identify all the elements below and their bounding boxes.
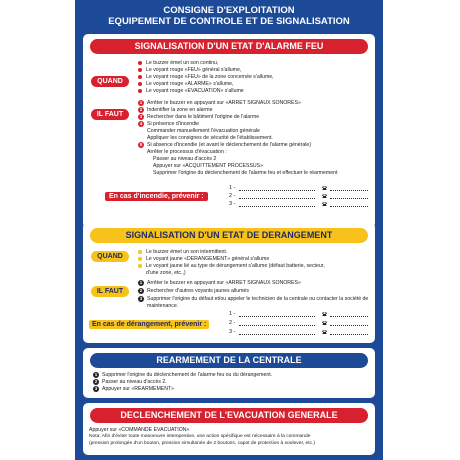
phone-icon <box>321 193 328 198</box>
reset-banner: REARMEMENT DE LA CENTRALE <box>90 353 368 368</box>
reset-section <box>83 348 375 398</box>
bullet-icon <box>138 264 142 268</box>
alarm-section <box>83 34 375 228</box>
alarm-prevent-line: 2 - <box>229 193 236 199</box>
alarm-prevent-dotline <box>239 190 315 191</box>
title-line-1: CONSIGNE D'EXPLOITATION <box>163 5 295 16</box>
alarm-phone-dotline <box>330 198 368 199</box>
bullet-icon <box>138 75 142 79</box>
reset-step: Supprimer l'origine du déclenchement de l'alarme feu ou du dérangement. <box>102 372 273 378</box>
fault-banner: SIGNALISATION D'UN ETAT DE DERANGEMENT <box>90 228 368 243</box>
alarm-sub-fire: Commander manuellement l'évacuation générale <box>147 128 260 134</box>
alarm-banner: SIGNALISATION D'UN ETAT D'ALARME FEU <box>90 39 368 54</box>
step-number-icon: 2 <box>139 288 143 293</box>
alarm-quand-item: Le buzzer émet un son continu, <box>146 60 219 66</box>
alarm-prevent-line: 3 - <box>229 201 236 207</box>
step-number-icon: 3 <box>139 114 143 119</box>
bullet-icon <box>138 61 142 65</box>
alarm-quand-item: Le voyant rouge «ALARME» s'allume, <box>146 81 234 87</box>
alarm-quand-item: Le voyant rouge «EVACUATION» s'allume <box>146 88 244 94</box>
fault-prevent-dotline <box>239 316 315 317</box>
bullet-icon <box>138 250 142 254</box>
step-number-icon: 2 <box>94 379 98 384</box>
alarm-phone-dotline <box>330 206 368 207</box>
alarm-quand-item: Le voyant rouge «FEU» de la zone concernée s'allume, <box>146 74 274 80</box>
fault-step: maintenance. <box>147 303 179 309</box>
step-number-icon: 4 <box>139 121 143 126</box>
alarm-step: Rechercher dans le bâtiment l'origine de l'alarme <box>147 114 260 120</box>
fault-quand-pill: QUAND <box>91 251 129 262</box>
fault-prevent-dotline <box>239 325 315 326</box>
fault-section <box>83 222 375 343</box>
phone-icon <box>321 329 328 334</box>
evac-banner: DECLENCHEMENT DE L'EVACUATION GENERALE <box>90 408 368 423</box>
alarm-sub-fire: Appliquer les consignes de sécurité de l'établissement. <box>147 135 273 141</box>
evac-line: (pression prolongée d'un bouton, pression simultanée de 2 boutons, capot de protection à soulever, etc.) <box>89 441 316 446</box>
alarm-step: Si absence d'incendie (et avant le déclenchement de l'alarme générale) <box>147 142 312 148</box>
fault-quand-item: d'une zone, etc.,) <box>146 270 186 276</box>
poster <box>75 0 383 460</box>
alarm-phone-dotline <box>330 190 368 191</box>
alarm-sub-nofire: Appuyer sur «ACQUITTEMENT PROCESSUS» <box>153 163 264 169</box>
bullet-icon <box>138 68 142 72</box>
step-number-icon: 1 <box>139 280 143 285</box>
fault-phone-dotline <box>330 334 368 335</box>
fault-prevent-line: 3 - <box>229 329 236 335</box>
fault-step: Arrêter le buzzer en appuyant sur «ARRET SIGNAUX SONORES» <box>147 280 301 286</box>
evac-section <box>83 403 375 455</box>
phone-icon <box>321 201 328 206</box>
alarm-prevent-label: En cas d'incendie, prévenir : <box>105 192 208 201</box>
alarm-prevent-line: 1 - <box>229 185 236 191</box>
phone-icon <box>321 311 328 316</box>
fault-prevent-dotline <box>239 334 315 335</box>
alarm-sub-nofire: Arrêter le processus d'évacuation : <box>147 149 227 155</box>
alarm-prevent-dotline <box>239 198 315 199</box>
alarm-sub-nofire: Supprimer l'origine du déclenchement de l'alarme feu et effectuer le réarmement <box>153 170 338 176</box>
step-number-icon: 3 <box>94 386 98 391</box>
bullet-icon <box>138 82 142 86</box>
fault-prevent-label: En cas de dérangement, prévenir : <box>89 320 209 329</box>
phone-icon <box>321 320 328 325</box>
fault-quand-item: Le voyant jaune lié au type de dérangement s'allume (défaut batterie, secteur, <box>146 263 325 269</box>
phone-icon <box>321 185 328 190</box>
step-number-icon: 2 <box>139 107 143 112</box>
alarm-quand-pill: QUAND <box>91 76 129 87</box>
evac-line: Nota: Afin d'éviter toute manoeuvre intempestive, une action spécifique est nécessaire à la commande <box>89 434 311 439</box>
alarm-ilfaut-pill: IL FAUT <box>91 109 129 120</box>
alarm-step: Indentifier la zone en alarme <box>147 107 213 113</box>
fault-prevent-line: 1 - <box>229 311 236 317</box>
reset-step: Passer au niveau d'accès 2. <box>102 379 167 385</box>
fault-quand-item: Le buzzer émet un son intermittent. <box>146 249 228 255</box>
step-number-icon: 1 <box>139 100 143 105</box>
bullet-icon <box>138 257 142 261</box>
title-line-2: EQUIPEMENT DE CONTROLE ET DE SIGNALISATION <box>108 16 350 27</box>
fault-ilfaut-pill: IL FAUT <box>91 286 129 297</box>
alarm-quand-item: Le voyant rouge «FEU» général s'allume, <box>146 67 242 73</box>
reset-step: Appuyer sur «REARMEMENT» <box>102 386 175 392</box>
fault-step: Supprimer l'origine du défaut et/ou appeler le technicien de la centrale ou contacter la société de <box>147 296 369 302</box>
step-number-icon: 1 <box>94 372 98 377</box>
alarm-prevent-dotline <box>239 206 315 207</box>
fault-quand-item: Le voyant jaune «DERANGEMENT» général s'allume <box>146 256 270 262</box>
alarm-step: Si présence d'incendie <box>147 121 200 127</box>
fault-phone-dotline <box>330 316 368 317</box>
fault-prevent-line: 2 - <box>229 320 236 326</box>
step-number-icon: 5 <box>139 142 143 147</box>
alarm-sub-nofire: Passer au niveau d'accès 2 <box>153 156 217 162</box>
alarm-step: Arrêter le buzzer en appuyant sur «ARRET SIGNAUX SONORES» <box>147 100 301 106</box>
evac-line: Appuyer sur «COMMANDE EVACUATION» <box>89 427 190 433</box>
fault-phone-dotline <box>330 325 368 326</box>
step-number-icon: 3 <box>139 296 143 301</box>
bullet-icon <box>138 89 142 93</box>
fault-step: Rechercher d'autres voyants jaunes allumés <box>147 288 249 294</box>
